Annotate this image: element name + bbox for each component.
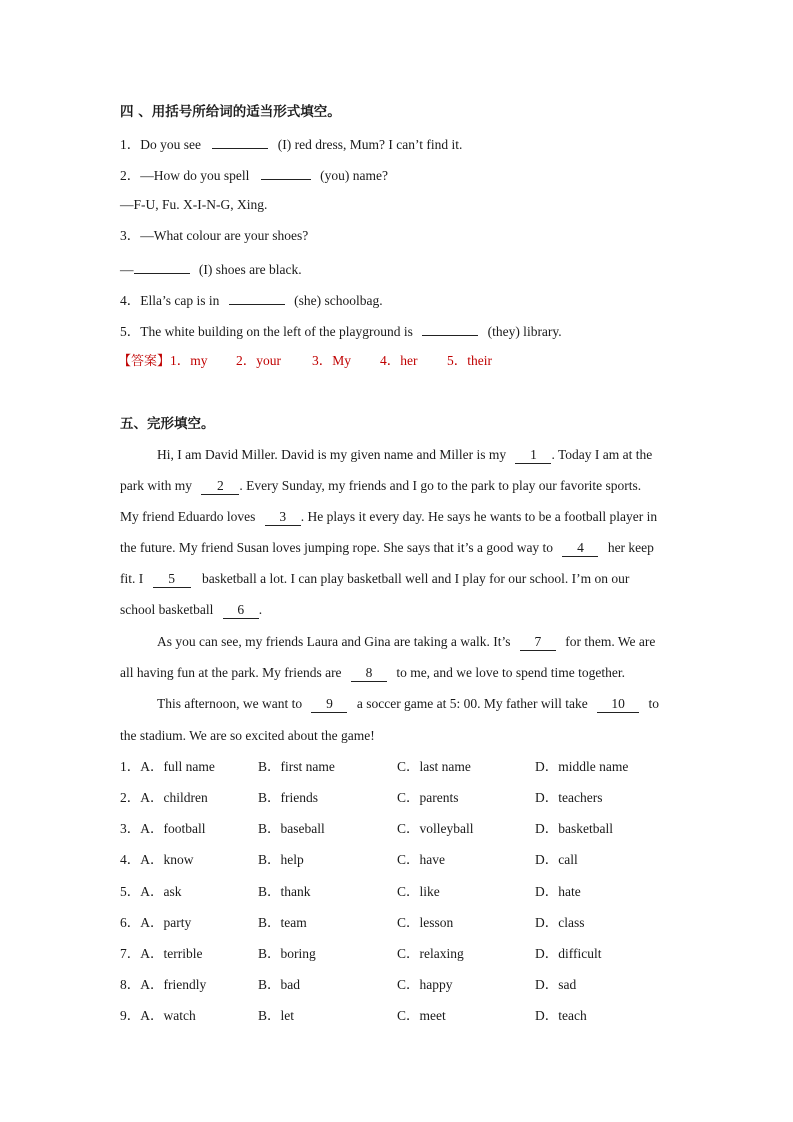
cloze-blank: 7 bbox=[520, 634, 556, 651]
passage-line: the stadium. We are so excited about the game! bbox=[120, 728, 375, 743]
cloze-blank: 1 bbox=[515, 447, 551, 464]
option-a: 1．A．full name bbox=[120, 759, 215, 774]
question-4-4 bbox=[120, 290, 383, 310]
question-hint: (she) schoolbag. bbox=[294, 293, 383, 308]
passage-line bbox=[120, 664, 625, 682]
option-b: B．team bbox=[258, 915, 307, 930]
option-d: D．basketball bbox=[535, 821, 613, 836]
passage-text: a soccer game at 5: 00. My father will take bbox=[356, 696, 588, 711]
passage-line bbox=[120, 601, 262, 619]
passage-text: . Every Sunday, my friends and I go to the park to play our favorite sports. bbox=[239, 478, 642, 493]
passage-text: My friend Eduardo loves bbox=[120, 509, 256, 524]
option-d: D．middle name bbox=[535, 759, 629, 774]
passage-text: to me, and we love to spend time together. bbox=[396, 665, 626, 680]
option-c: C．happy bbox=[397, 977, 453, 992]
passage-line bbox=[157, 633, 655, 651]
passage-text: fit. I bbox=[120, 571, 144, 586]
passage-line bbox=[157, 695, 659, 713]
option-c: C．parents bbox=[397, 790, 459, 805]
passage-text: all having fun at the park. My friends are bbox=[120, 665, 342, 680]
option-d: D．difficult bbox=[535, 946, 602, 961]
option-d: D．sad bbox=[535, 977, 577, 992]
option-a: 4．A．know bbox=[120, 852, 194, 867]
option-c: C．meet bbox=[397, 1008, 446, 1023]
question-text: 1．Do you see bbox=[120, 137, 201, 152]
question-hint: (you) name? bbox=[320, 168, 388, 183]
option-b: B．help bbox=[258, 852, 304, 867]
passage-text: This afternoon, we want to bbox=[157, 696, 303, 711]
passage-text: basketball a lot. I can play basketball well and I play for our school. I’m on our bbox=[202, 571, 630, 586]
question-hint: (I) red dress, Mum? I can’t find it. bbox=[277, 137, 463, 152]
cloze-blank: 2 bbox=[201, 478, 239, 495]
answer-key bbox=[118, 352, 492, 371]
passage-text: the future. My friend Susan loves jumping rope. She says that it’s a good way to bbox=[120, 540, 554, 555]
question-4-5 bbox=[120, 321, 562, 341]
option-a: 3．A．football bbox=[120, 821, 206, 836]
option-d: D．class bbox=[535, 915, 585, 930]
option-b: B．boring bbox=[258, 946, 316, 961]
question-text: 2．—How do you spell bbox=[120, 168, 250, 183]
passage-text: school basketball bbox=[120, 602, 214, 617]
passage-line bbox=[120, 539, 654, 557]
answer-blank bbox=[229, 290, 285, 305]
option-d: D．call bbox=[535, 852, 578, 867]
option-d: D．teach bbox=[535, 1008, 587, 1023]
question-text: — bbox=[120, 262, 134, 277]
question-4-2-reply: —F-U, Fu. X-I-N-G, Xing. bbox=[120, 197, 268, 212]
option-b: B．friends bbox=[258, 790, 318, 805]
cloze-blank: 4 bbox=[562, 540, 598, 557]
section-5-heading: 五、完形填空。 bbox=[120, 416, 215, 432]
passage-text: to bbox=[648, 696, 660, 711]
answer-blank bbox=[422, 321, 478, 336]
question-text: 5．The white building on the left of the playground is bbox=[120, 324, 413, 339]
question-hint: (they) library. bbox=[487, 324, 562, 339]
option-a: 5．A．ask bbox=[120, 884, 182, 899]
cloze-blank: 8 bbox=[351, 665, 387, 682]
option-b: B．thank bbox=[258, 884, 311, 899]
passage-line bbox=[120, 570, 629, 588]
question-4-3: 3．—What colour are your shoes? bbox=[120, 228, 309, 243]
passage-text: . Today I am at the bbox=[551, 447, 653, 462]
option-a: 2．A．children bbox=[120, 790, 208, 805]
section-4-heading: 四 、用括号所给词的适当形式填空。 bbox=[120, 104, 341, 120]
option-c: C．volleyball bbox=[397, 821, 474, 836]
passage-text: . bbox=[258, 602, 263, 617]
option-a: 6．A．party bbox=[120, 915, 192, 930]
answer-blank bbox=[261, 165, 311, 180]
option-b: B．bad bbox=[258, 977, 300, 992]
option-a: 7．A．terrible bbox=[120, 946, 203, 961]
option-a: 9．A．watch bbox=[120, 1008, 196, 1023]
option-b: B．first name bbox=[258, 759, 335, 774]
option-c: C．like bbox=[397, 884, 440, 899]
option-d: D．teachers bbox=[535, 790, 603, 805]
question-4-2 bbox=[120, 165, 388, 185]
cloze-blank: 9 bbox=[311, 696, 347, 713]
answer-item: 3．My bbox=[312, 353, 352, 368]
question-hint: (I) shoes are black. bbox=[198, 262, 302, 277]
answer-item: 4．her bbox=[380, 353, 418, 368]
option-b: B．baseball bbox=[258, 821, 325, 836]
option-c: C．relaxing bbox=[397, 946, 464, 961]
passage-line bbox=[120, 508, 657, 526]
option-c: C．lesson bbox=[397, 915, 454, 930]
option-c: C．have bbox=[397, 852, 445, 867]
question-text: 4．Ella’s cap is in bbox=[120, 293, 220, 308]
answer-item: 1．my bbox=[170, 353, 208, 368]
answer-item: 2．your bbox=[236, 353, 282, 368]
passage-line bbox=[120, 477, 641, 495]
answer-blank bbox=[212, 134, 268, 149]
answer-item: 5．their bbox=[447, 353, 493, 368]
cloze-blank: 6 bbox=[223, 602, 259, 619]
passage-line bbox=[157, 446, 652, 464]
answer-label: 【答案】 bbox=[118, 354, 171, 369]
question-4-1 bbox=[120, 134, 462, 154]
passage-text: Hi, I am David Miller. David is my given name and Miller is my bbox=[157, 447, 507, 462]
option-d: D．hate bbox=[535, 884, 581, 899]
passage-text: park with my bbox=[120, 478, 192, 493]
cloze-blank: 3 bbox=[265, 509, 301, 526]
answer-blank bbox=[134, 259, 190, 274]
passage-text: her keep bbox=[607, 540, 654, 555]
question-4-3-reply bbox=[120, 259, 302, 279]
option-a: 8．A．friendly bbox=[120, 977, 207, 992]
cloze-blank: 10 bbox=[597, 696, 639, 713]
cloze-blank: 5 bbox=[153, 571, 191, 588]
option-b: B．let bbox=[258, 1008, 294, 1023]
passage-text: . He plays it every day. He says he wants to be a football player in bbox=[300, 509, 658, 524]
passage-text: for them. We are bbox=[565, 634, 656, 649]
option-c: C．last name bbox=[397, 759, 471, 774]
passage-text: As you can see, my friends Laura and Gina are taking a walk. It’s bbox=[157, 634, 511, 649]
